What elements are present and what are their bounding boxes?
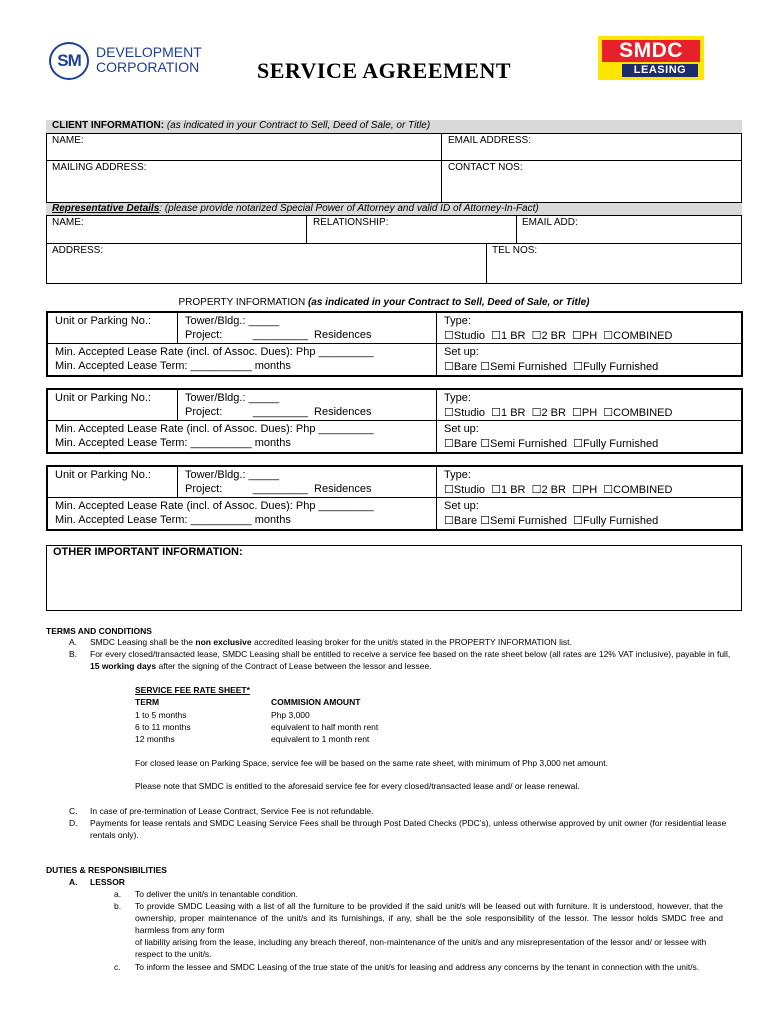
property-heading-note: (as indicated in your Contract to Sell, Deed of Sale, or Title) [307,297,590,308]
terms-heading: TERMS AND CONDITIONS [46,626,152,636]
term-a-letter: A. [69,637,78,647]
project-field-2[interactable]: Project: _________ Residences [185,406,372,418]
setup-checkboxes-1[interactable]: ☐Bare ☐Semi Furnished ☐Fully Furnished [444,361,659,373]
term-b-text [90,648,742,672]
rate-field-2[interactable]: Min. Accepted Lease Rate (incl. of Assoc. Dues): Php _________ [55,423,374,435]
rate-row-amount: equivalent to 1 month rent [271,734,370,744]
property-block-1-divider-v2 [436,311,437,377]
rep-divider-h [46,243,742,244]
client-info-table [46,133,742,203]
unit-field-3[interactable]: Unit or Parking No.: [55,469,151,481]
rate-field-1[interactable]: Min. Accepted Lease Rate (incl. of Assoc. Dues): Php _________ [55,346,374,358]
client-contact-field[interactable]: CONTACT NOS: [448,162,523,173]
rate-col-term: TERM [135,697,160,707]
duties-a-title: LESSOR [90,877,125,887]
client-heading-bold: CLIENT INFORMATION: [52,120,165,131]
dev-line2: CORPORATION [96,59,200,75]
unit-field-2[interactable]: Unit or Parking No.: [55,392,151,404]
duties-heading: DUTIES & RESPONSIBILITIES [46,865,167,875]
duties-a-letter: A. [69,877,78,887]
term-c-text: In case of pre-termination of Lease Contract, Service Fee is not refundable. [90,806,374,816]
rep-table [46,215,742,284]
duty-item-text: To inform the lessee and SMDC Leasing of the true state of the unit/s for leasing and address any concerns by the tenant in connection with the unit/s. [135,962,700,972]
rep-divider-v2 [516,215,517,243]
client-email-field[interactable]: EMAIL ADDRESS: [448,135,531,146]
other-info-heading: OTHER IMPORTANT INFORMATION: [53,546,243,558]
setup-label-2: Set up: [444,423,479,435]
type-checkboxes-3[interactable]: ☐Studio ☐1 BR ☐2 BR ☐PH ☐COMBINED [444,484,673,496]
client-info-heading [52,120,430,131]
property-heading [0,297,768,308]
term-d-text: Payments for lease rentals and SMDC Leasing Service Fees shall be through Post Dated Checks (PDC’s), unless otherwise approved by unit owner (for residential lease rentals only). [90,818,727,840]
duty-item-text: To deliver the unit/s in tenantable condition. [135,889,299,899]
renewal-note: Please note that SMDC is entitled to the aforesaid service fee for every closed/transacted lease and/ or lease renewal. [135,781,580,791]
sm-logo-text: SM [57,51,81,70]
term-a-bold: non exclusive [195,637,252,647]
tower-field-1[interactable]: Tower/Bldg.: _____ [185,315,280,327]
rep-divider-v1 [306,215,307,243]
rep-heading-note: : (please provide notarized Special Power of Attorney and valid ID of Attorney-In-Fact) [159,203,539,214]
property-block-3-divider-v2 [436,465,437,531]
client-divider-v [441,133,442,203]
term-b-pre: For every closed/transacted lease, SMDC Leasing shall be entitled to receive a service fee based on the rate sheet below (all rates are 12% VAT inclusive), payable in full, [90,649,731,659]
term-a-text [90,637,572,647]
setup-label-3: Set up: [444,500,479,512]
rate-sheet-title: SERVICE FEE RATE SHEET* [135,685,250,695]
term-d-letter: D. [69,818,78,828]
rate-row-amount: Php 3,000 [271,710,310,720]
type-checkboxes-2[interactable]: ☐Studio ☐1 BR ☐2 BR ☐PH ☐COMBINED [444,407,673,419]
rate-row-term: 1 to 5 months [135,710,187,720]
property-block-3-divider-h [46,497,743,498]
dev-line1: DEVELOPMENT [96,44,202,60]
rate-row-amount: equivalent to half month rent [271,722,379,732]
setup-checkboxes-3[interactable]: ☐Bare ☐Semi Furnished ☐Fully Furnished [444,515,659,527]
term-field-1[interactable]: Min. Accepted Lease Term: __________ months [55,360,291,372]
term-b-bold: 15 working days [90,661,157,671]
term-b-post: after the signing of the Contract of Lease between the lessor and lessee. [156,661,432,671]
title-text: SERVICE AGREEMENT [256,58,512,83]
duty-item-text: To provide SMDC Leasing with a list of all the furniture to be provided if the said unit/s will be leased out with furniture. It is understood, however, that the ownership, proper maintenance of the unit/s and its furnishings, if any, shall be the sole responsibility of the lessor. The lessor holds SMDC free and harmless from any form [135,901,723,935]
term-a-pre: SMDC Leasing shall be the [90,637,196,647]
type-label-3: Type: [444,469,471,481]
duty-item-text: of liability arising from the lease, including any breach thereof, non-maintenance of the unit/s and any misrepresentation of the lessor and/ or lessee with respect to the unit/s. [135,937,707,959]
term-field-2[interactable]: Min. Accepted Lease Term: __________ months [55,437,291,449]
type-label-1: Type: [444,315,471,327]
property-block-2-divider-v2 [436,388,437,454]
project-field-3[interactable]: Project: _________ Residences [185,483,372,495]
client-name-field[interactable]: NAME: [52,135,84,146]
smdc-logo-top: SMDC [602,40,700,62]
property-block-1-divider-h [46,343,743,344]
duty-item-letter: a. [114,889,122,899]
rep-email-field[interactable]: EMAIL ADD: [522,217,578,228]
rate-field-3[interactable]: Min. Accepted Lease Rate (incl. of Assoc. Dues): Php _________ [55,500,374,512]
rep-tel-field[interactable]: TEL NOS: [492,245,538,256]
client-divider-h [46,160,742,161]
rate-row-term: 12 months [135,734,175,744]
smdc-logo-bottom: LEASING [622,64,698,77]
project-field-1[interactable]: Project: _________ Residences [185,329,372,341]
duty-item-letter: b. [114,901,122,911]
setup-checkboxes-2[interactable]: ☐Bare ☐Semi Furnished ☐Fully Furnished [444,438,659,450]
unit-field-1[interactable]: Unit or Parking No.: [55,315,151,327]
rate-col-amount: COMMISION AMOUNT [271,697,361,707]
term-a-post: accredited leasing broker for the unit/s stated in the PROPERTY INFORMATION list. [251,637,572,647]
client-heading-note: (as indicated in your Contract to Sell, Deed of Sale, or Title) [166,120,431,131]
tower-field-2[interactable]: Tower/Bldg.: _____ [185,392,280,404]
type-label-2: Type: [444,392,471,404]
setup-label-1: Set up: [444,346,479,358]
property-block-3-divider-v1 [177,465,178,497]
term-b-letter: B. [69,649,78,659]
property-heading-text: PROPERTY INFORMATION [178,297,306,308]
smdc-leasing-logo [598,36,704,80]
term-c-letter: C. [69,806,78,816]
duty-item-letter: c. [114,962,121,972]
rep-relationship-field[interactable]: RELATIONSHIP: [313,217,389,228]
term-field-3[interactable]: Min. Accepted Lease Term: __________ months [55,514,291,526]
rep-divider-v3 [486,243,487,284]
property-block-2-divider-h [46,420,743,421]
type-checkboxes-1[interactable]: ☐Studio ☐1 BR ☐2 BR ☐PH ☐COMBINED [444,330,673,342]
property-block-1-divider-v1 [177,311,178,343]
rep-heading [52,203,539,214]
client-mailing-field[interactable]: MAILING ADDRESS: [52,162,147,173]
tower-field-3[interactable]: Tower/Bldg.: _____ [185,469,280,481]
rep-name-field[interactable]: NAME: [52,217,84,228]
parking-note: For closed lease on Parking Space, service fee will be based on the same rate sheet, with minimum of Php 3,000 net amount. [135,758,608,768]
rep-address-field[interactable]: ADDRESS: [52,245,104,256]
rep-heading-bold: Representative Details [52,203,160,214]
rate-row-term: 6 to 11 months [135,722,191,732]
property-block-2-divider-v1 [177,388,178,420]
